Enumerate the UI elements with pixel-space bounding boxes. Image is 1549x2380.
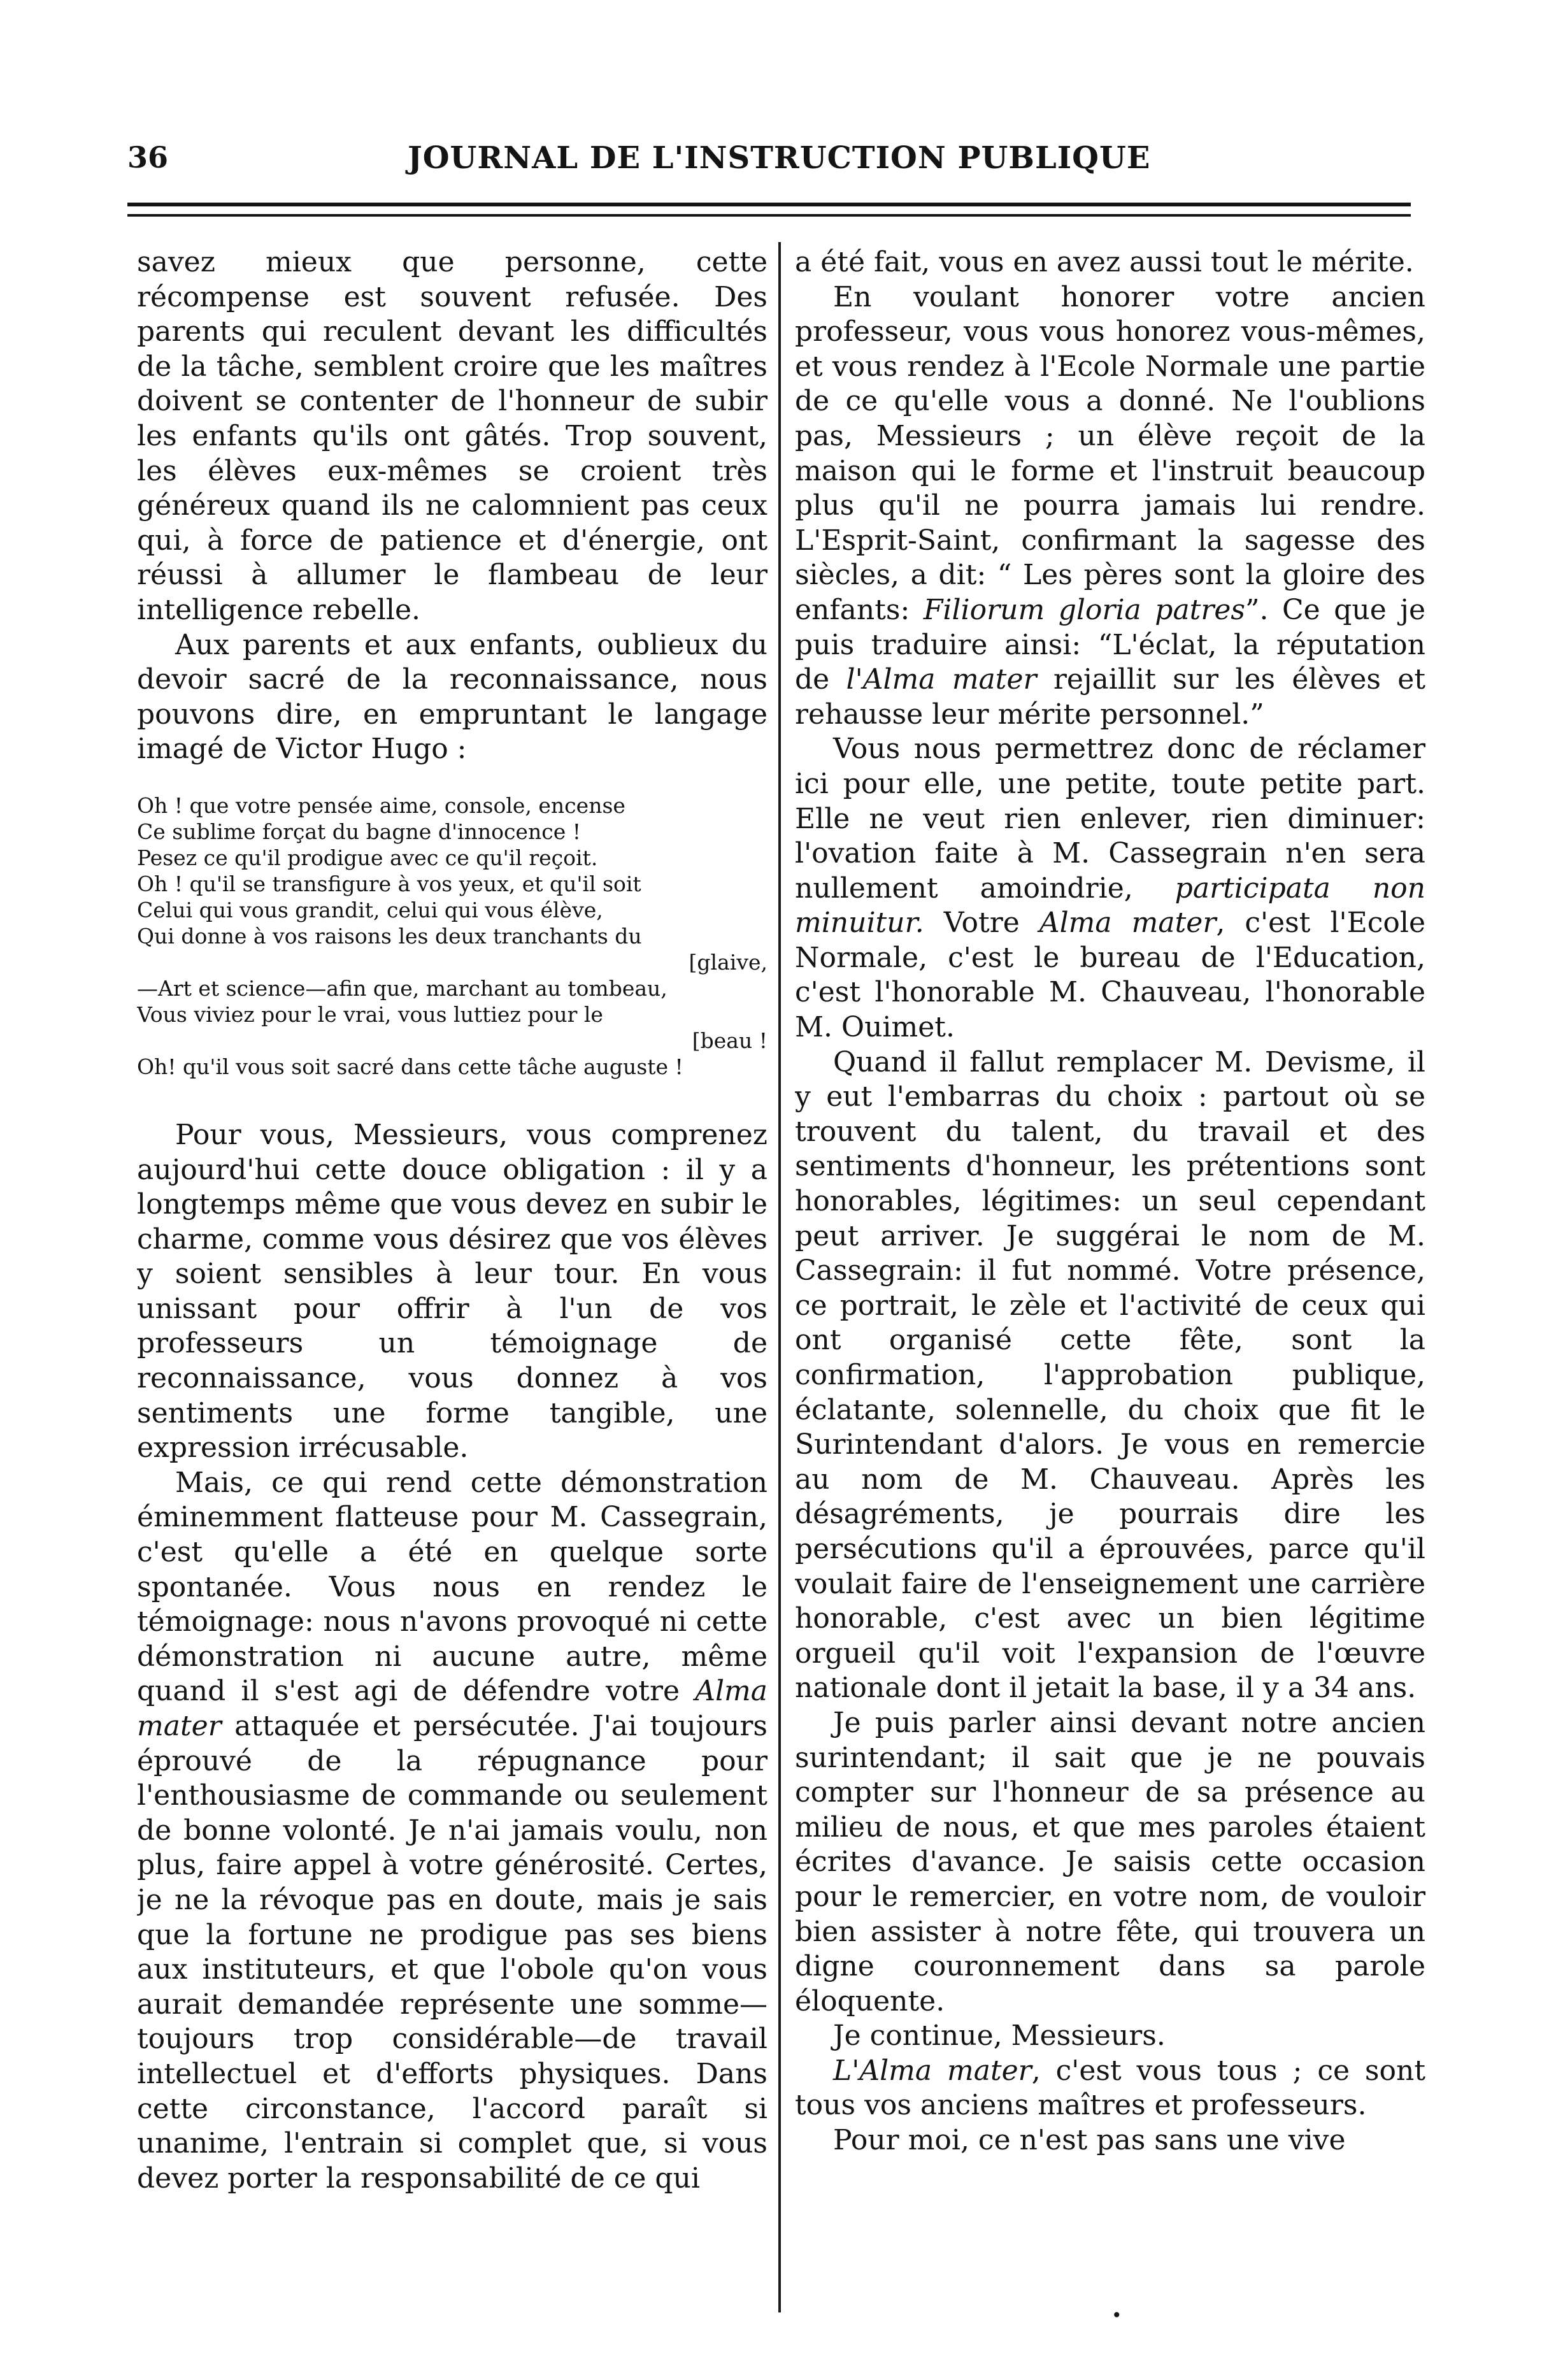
right-paragraph-4: Quand il fallut remplacer M. Devisme, il y eut l'embarras du choix : partout où se trouvent du talent, du travail et des sentiments d'honneur, les prétentions sont honorables, légitimes: un seul cependant peut arriver. Je suggérai le nom de M. Cassegrain: il fut nommé. Votre présence, ce portrait, le zèle et l'activité de ceux qui ont organisé cette fête, sont la confirmation, l'approbation publique, éclatante, solennelle, du choix que fit le Surintendant d'alors. Je vous en remercie au nom de M. Chauveau. Après les désagréments, je pourrais dire les persécutions qu'il a éprouvées, parce qu'il voulait faire de l'enseignement une carrière honorable, c'est avec un bien légitime orgueil qu'il voit l'expansion de l'œuvre nationale dont il jetait la base, il y a 34 ans. [795,1045,1425,1705]
footer-ornament: • [1111,2305,1122,2326]
running-title: JOURNAL DE L'INSTRUCTION PUBLIQUE [408,140,1151,176]
header-rule-top [127,203,1411,206]
poem-line: Oh ! qu'il se transfigure à vos yeux, et qu'il soit [137,871,641,896]
poem-line: Vous viviez pour le vrai, vous luttiez pour le [137,1001,603,1027]
left-paragraph-1: savez mieux que personne, cette récompense est souvent refusée. Des parents qui reculent devant les difficultés de la tâche, semblent croire que les maîtres doivent se contenter de l'honneur de subir les enfants qu'ils ont gâtés. Trop souvent, les élèves eux-mêmes se croient très généreux quand ils ne calomnient pas ceux qui, à force de patience et d'énergie, ont réussi à allumer le flambeau de leur intelligence rebelle. [137,246,767,626]
poem-line-continuation: [glaive, [689,949,767,975]
poem-line: —Art et science—afin que, marchant au tombeau, [137,975,667,1001]
italic-run: l'Alma mater [846,663,1037,696]
italic-run: participata non minuitur. [795,871,1425,940]
poem-line: Celui qui vous grandit, celui qui vous élève, [137,897,603,922]
right-paragraph-8: Pour moi, ce n'est pas sans une vive [833,2124,1346,2157]
text-run: attaquée et persécutée. J'ai toujours éprouvé de la répugnance pour l'enthousiasme de commande ou seulement de bonne volonté. Je n'ai jamais voulu, non plus, faire appel à votre générosité. Certes, je ne la révoque pas en doute, mais je sais que la fortune ne prodigue pas ses biens aux instituteurs, et que l'obole qu'on vous aurait demandée représente une somme—toujours trop considérable—de travail intellectuel et d'efforts physiques. Dans cette circonstance, l'accord paraît si unanime, l'entrain si complet que, si vous devez porter la responsabilité de ce qui [137,1710,767,2195]
poem-line: Qui donne à vos raisons les deux tranchants du [137,923,642,949]
italic-run: L'Alma mater [833,2054,1032,2087]
italic-run: Alma mater [1039,907,1217,940]
header-rule-bottom [127,214,1411,217]
poem-line: Oh! qu'il vous soit sacré dans cette tâche auguste ! [137,1054,683,1079]
italic-run: Filiorum gloria patres [923,593,1246,626]
page-number: 36 [127,140,169,175]
left-paragraph-3: Pour vous, Messieurs, vous comprenez aujourd'hui cette douce obligation : il y a longtemps même que vous devez en subir le charme, comme vous désirez que vos élèves y soient sensibles à leur tour. En vous unissant pour offrir à l'un de vos professeurs un témoignage de reconnaissance, vous donnez à vos sentiments une forme tangible, une expression irrécusable. [137,1118,767,1465]
poem-line: Pesez ce qu'il prodigue avec ce qu'il reçoit. [137,845,598,870]
left-paragraph-4 [137,1466,767,2196]
text-run: , c'est vous tous ; ce sont tous vos anciens maîtres et professeurs. [795,2054,1425,2122]
poem-line: Oh ! que votre pensée aime, console, encense [137,792,625,818]
text-run: Votre [924,907,1039,940]
italic-run: Alma mater [137,1675,767,1742]
right-paragraph-1: a été fait, vous en avez aussi tout le mérite. [795,246,1414,278]
right-paragraph-5: Je puis parler ainsi devant notre ancien surintendant; il sait que je ne pouvais compter sur l'honneur de sa présence au milieu de nous, et que mes paroles étaient écrites d'avance. Je saisis cette occasion pour le remercier, en votre nom, de vouloir bien assister à notre fête, qui trouvera un digne couronnement dans sa parole éloquente. [795,1706,1425,2018]
right-paragraph-3 [795,732,1425,1045]
poem-line: Ce sublime forçat du bagne d'innocence ! [137,819,581,844]
victor-hugo-quotation [137,792,767,1080]
left-column [137,245,767,2303]
text-run: rejaillit sur les élèves et rehausse leur mérite personnel.” [795,663,1425,731]
text-run: En voulant honorer votre ancien professeur, vous vous honorez vous-mêmes, et vous rendez à l'Ecole Normale une partie de ce qu'elle vous a donné. Ne l'oublions pas, Messieurs ; un élève reçoit de la maison qui le forme et l'instruit beaucoup plus qu'il ne pourra jamais lui rendre. L'Esprit-Saint, confirmant la sagesse des siècles, a dit: “ Les pères sont la gloire des enfants: [795,280,1425,626]
right-paragraph-2 [795,280,1425,733]
poem-line-continuation: [beau ! [692,1028,767,1053]
right-paragraph-6: Je continue, Messieurs. [833,2019,1166,2053]
text-run: , c'est l'Ecole Normale, c'est le bureau de l'Education, c'est l'honorable M. Chauveau, l'honorable M. Ouimet. [795,907,1425,1044]
text-run: Vous nous permettrez donc de réclamer ici pour elle, une petite, toute petite part. Elle ne veut rien enlever, rien diminuer: l'ovation faite à M. Cassegrain n'en sera nullement amoindrie, [795,733,1425,905]
text-run: ”. Ce que je puis traduire ainsi: “L'éclat, la réputation de [795,593,1425,696]
right-paragraph-7 [795,2054,1425,2123]
column-divider [778,242,781,2312]
right-column [795,245,1425,2303]
left-paragraph-2: Aux parents et aux enfants, oublieux du devoir sacré de la reconnaissance, nous pouvons dire, en empruntant le langage imagé de Victor Hugo : [137,628,767,766]
text-run: Mais, ce qui rend cette démonstration éminemment flatteuse pour M. Cassegrain, c'est qu'elle a été en quelque sorte spontanée. Vous nous en rendez le témoignage: nous n'avons provoqué ni cette démonstration ni aucune autre, même quand il s'est agi de défendre votre [137,1466,767,1708]
page-header [127,140,1408,185]
